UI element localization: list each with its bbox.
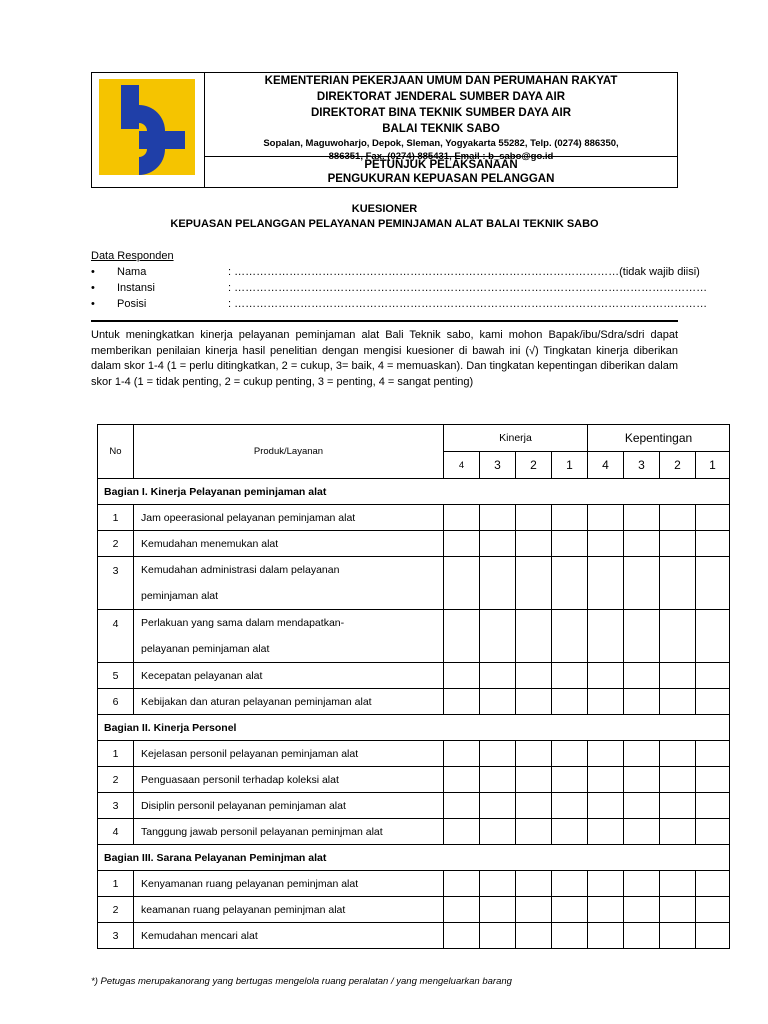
item-text-line: Disiplin personil pelayanan peminjaman alat xyxy=(141,799,346,812)
kepentingan-check-cell[interactable] xyxy=(660,897,696,923)
name-field[interactable]: : ……………………………………………………………………………………………(tidak wajib diisi) xyxy=(228,266,700,278)
item-text-line: Penguasaan personil terhadap koleksi alat xyxy=(141,773,339,786)
kepentingan-check-cell[interactable] xyxy=(588,819,624,845)
item-text-line: peminjaman alat xyxy=(141,590,219,602)
kepentingan-check-cell[interactable] xyxy=(624,923,660,949)
kepentingan-check-cell[interactable] xyxy=(696,557,730,610)
section-title: Bagian II. Kinerja Personel xyxy=(98,715,730,741)
questionnaire-subtitle: KEPUASAN PELANGGAN PELAYANAN PEMINJAMAN ALAT BALAI TEKNIK SABO xyxy=(170,218,599,230)
kinerja-check-cell[interactable] xyxy=(552,819,588,845)
kepentingan-check-cell[interactable] xyxy=(696,793,730,819)
item-number: 1 xyxy=(98,871,134,897)
kinerja-check-cell[interactable] xyxy=(480,923,516,949)
item-text-line: Perlakuan yang sama dalam mendapatkan- xyxy=(141,617,345,629)
table-row xyxy=(98,741,730,767)
position-field[interactable]: : ………………………………………………………………………………………………………………… xyxy=(228,298,708,310)
kinerja-check-cell[interactable] xyxy=(552,793,588,819)
item-number: 2 xyxy=(98,897,134,923)
kinerja-check-cell[interactable] xyxy=(552,767,588,793)
kepentingan-check-cell[interactable] xyxy=(624,767,660,793)
kinerja-check-cell[interactable] xyxy=(552,557,588,610)
item-text xyxy=(134,819,444,845)
kinerja-check-cell[interactable] xyxy=(552,741,588,767)
kinerja-check-cell[interactable] xyxy=(516,610,552,663)
kinerja-score-header: 1 xyxy=(552,452,588,479)
address-line-2: 886351, Fax. (0274) 885431, Email : b_sabo@go.id xyxy=(328,151,554,162)
kinerja-check-cell[interactable] xyxy=(552,689,588,715)
kinerja-check-cell[interactable] xyxy=(480,531,516,557)
kinerja-check-cell[interactable] xyxy=(480,689,516,715)
kinerja-check-cell[interactable] xyxy=(516,741,552,767)
kinerja-check-cell[interactable] xyxy=(552,897,588,923)
item-number: 2 xyxy=(98,531,134,557)
kepentingan-check-cell[interactable] xyxy=(660,663,696,689)
kinerja-check-cell[interactable] xyxy=(444,531,480,557)
kinerja-check-cell[interactable] xyxy=(480,767,516,793)
kepentingan-check-cell[interactable] xyxy=(588,923,624,949)
kinerja-check-cell[interactable] xyxy=(444,505,480,531)
table-row xyxy=(98,897,730,923)
item-text-line: pelayanan peminjaman alat xyxy=(141,643,270,655)
kepentingan-check-cell[interactable] xyxy=(696,689,730,715)
item-text xyxy=(134,531,444,557)
field-label: Instansi xyxy=(117,282,155,294)
kinerja-check-cell[interactable] xyxy=(516,663,552,689)
kepentingan-check-cell[interactable] xyxy=(696,871,730,897)
kepentingan-score-header: 4 xyxy=(588,452,624,479)
kepentingan-check-cell[interactable] xyxy=(624,557,660,610)
kepentingan-check-cell[interactable] xyxy=(660,741,696,767)
col-header-no: No xyxy=(98,425,134,479)
kepentingan-check-cell[interactable] xyxy=(588,793,624,819)
kepentingan-check-cell[interactable] xyxy=(624,819,660,845)
kinerja-check-cell[interactable] xyxy=(552,663,588,689)
kinerja-check-cell[interactable] xyxy=(480,897,516,923)
kinerja-check-cell[interactable] xyxy=(516,923,552,949)
kinerja-check-cell[interactable] xyxy=(552,505,588,531)
kepentingan-score-header: 2 xyxy=(660,452,696,479)
section-title: Bagian III. Sarana Pelayanan Peminjman alat xyxy=(98,845,730,871)
item-number: 2 xyxy=(98,767,134,793)
section-title: Bagian I. Kinerja Pelayanan peminjaman alat xyxy=(98,479,730,505)
kinerja-check-cell[interactable] xyxy=(516,819,552,845)
kepentingan-check-cell[interactable] xyxy=(696,663,730,689)
kinerja-score-header: 3 xyxy=(480,452,516,479)
item-number: 1 xyxy=(98,505,134,531)
kepentingan-check-cell[interactable] xyxy=(660,531,696,557)
item-text xyxy=(134,663,444,689)
kinerja-score-header: 2 xyxy=(516,452,552,479)
item-text xyxy=(134,689,444,715)
ministry-logo xyxy=(99,79,195,175)
col-header-product: Produk/Layanan xyxy=(134,425,444,479)
table-row xyxy=(98,689,730,715)
bullet-icon: • xyxy=(91,282,95,294)
item-text-line: Kecepatan pelayanan alat xyxy=(141,669,263,682)
kinerja-check-cell[interactable] xyxy=(444,557,480,610)
item-number: 4 xyxy=(98,610,134,663)
item-text-line: Kemudahan menemukan alat xyxy=(141,537,279,550)
kinerja-check-cell[interactable] xyxy=(516,531,552,557)
respondent-field xyxy=(91,296,708,312)
section-row xyxy=(98,715,730,741)
institution-field[interactable]: : ………………………………………………………………………………………………………………… xyxy=(228,282,708,294)
kinerja-check-cell[interactable] xyxy=(444,871,480,897)
kepentingan-check-cell[interactable] xyxy=(696,610,730,663)
item-number: 4 xyxy=(98,819,134,845)
organization-block xyxy=(205,73,677,162)
kinerja-check-cell[interactable] xyxy=(444,767,480,793)
kepentingan-check-cell[interactable] xyxy=(660,557,696,610)
kepentingan-check-cell[interactable] xyxy=(660,819,696,845)
item-number: 3 xyxy=(98,793,134,819)
item-number: 3 xyxy=(98,923,134,949)
kepentingan-check-cell[interactable] xyxy=(696,923,730,949)
table-row xyxy=(98,610,730,663)
kinerja-check-cell[interactable] xyxy=(516,897,552,923)
item-text xyxy=(134,871,444,897)
bullet-icon: • xyxy=(91,298,95,310)
org-line-4: BALAI TEKNIK SABO xyxy=(382,123,500,135)
section-row xyxy=(98,479,730,505)
kinerja-check-cell[interactable] xyxy=(480,741,516,767)
kepentingan-check-cell[interactable] xyxy=(696,767,730,793)
org-line-2: DIREKTORAT JENDERAL SUMBER DAYA AIR xyxy=(316,91,566,103)
item-text-line: keamanan ruang pelayanan peminjman alat xyxy=(141,903,346,916)
kepentingan-check-cell[interactable] xyxy=(660,923,696,949)
kinerja-check-cell[interactable] xyxy=(444,923,480,949)
doc-title-line-2: PENGUKURAN KEPUASAN PELANGGAN xyxy=(327,173,555,185)
kinerja-check-cell[interactable] xyxy=(516,793,552,819)
kepentingan-check-cell[interactable] xyxy=(588,741,624,767)
kepentingan-check-cell[interactable] xyxy=(696,741,730,767)
table-row xyxy=(98,819,730,845)
kepentingan-check-cell[interactable] xyxy=(624,663,660,689)
questionnaire-table xyxy=(97,424,730,949)
item-text-line: Tanggung jawab personil pelayanan peminjman alat xyxy=(141,825,383,838)
group-header-kinerja: Kinerja xyxy=(444,425,588,452)
kepentingan-check-cell[interactable] xyxy=(588,663,624,689)
bullet-icon: • xyxy=(91,266,95,278)
kinerja-check-cell[interactable] xyxy=(552,871,588,897)
table-row xyxy=(98,871,730,897)
item-number: 6 xyxy=(98,689,134,715)
item-text-line: Kemudahan mencari alat xyxy=(141,929,258,942)
kinerja-check-cell[interactable] xyxy=(480,793,516,819)
kepentingan-check-cell[interactable] xyxy=(624,505,660,531)
kinerja-check-cell[interactable] xyxy=(444,819,480,845)
item-text-line: Kejelasan personil pelayanan peminjaman alat xyxy=(141,747,359,760)
kinerja-check-cell[interactable] xyxy=(444,741,480,767)
field-label: Posisi xyxy=(117,298,147,310)
kinerja-check-cell[interactable] xyxy=(480,663,516,689)
kepentingan-check-cell[interactable] xyxy=(624,871,660,897)
kepentingan-check-cell[interactable] xyxy=(660,767,696,793)
kinerja-check-cell[interactable] xyxy=(480,871,516,897)
item-number: 5 xyxy=(98,663,134,689)
table-row xyxy=(98,793,730,819)
kepentingan-check-cell[interactable] xyxy=(660,689,696,715)
kepentingan-check-cell[interactable] xyxy=(624,793,660,819)
group-header-kepentingan: Kepentingan xyxy=(588,425,730,452)
table-row xyxy=(98,557,730,610)
table-row xyxy=(98,531,730,557)
kinerja-check-cell[interactable] xyxy=(444,897,480,923)
item-text xyxy=(134,741,444,767)
kinerja-check-cell[interactable] xyxy=(444,689,480,715)
kepentingan-check-cell[interactable] xyxy=(588,531,624,557)
org-line-1: KEMENTERIAN PEKERJAAN UMUM DAN PERUMAHAN RAKYAT xyxy=(264,75,618,87)
kinerja-check-cell[interactable] xyxy=(552,610,588,663)
respondent-title: Data Responden xyxy=(91,250,174,262)
kepentingan-check-cell[interactable] xyxy=(660,793,696,819)
item-text xyxy=(134,923,444,949)
item-text xyxy=(134,610,444,663)
respondent-field xyxy=(91,264,700,280)
logo-cell xyxy=(92,73,205,187)
kinerja-check-cell[interactable] xyxy=(516,689,552,715)
kinerja-check-cell[interactable] xyxy=(444,663,480,689)
kepentingan-check-cell[interactable] xyxy=(624,531,660,557)
item-number: 1 xyxy=(98,741,134,767)
kinerja-check-cell[interactable] xyxy=(444,793,480,819)
kepentingan-check-cell[interactable] xyxy=(588,897,624,923)
kinerja-score-header: 4 xyxy=(444,452,480,479)
kepentingan-check-cell[interactable] xyxy=(624,897,660,923)
kepentingan-score-header: 3 xyxy=(624,452,660,479)
kepentingan-check-cell[interactable] xyxy=(660,871,696,897)
kepentingan-check-cell[interactable] xyxy=(696,531,730,557)
kinerja-check-cell[interactable] xyxy=(552,923,588,949)
questionnaire-heading xyxy=(91,202,678,232)
item-text xyxy=(134,897,444,923)
kepentingan-check-cell[interactable] xyxy=(696,819,730,845)
kinerja-check-cell[interactable] xyxy=(480,819,516,845)
org-line-3: DIREKTORAT BINA TEKNIK SUMBER DAYA AIR xyxy=(310,107,572,119)
item-text xyxy=(134,557,444,610)
kinerja-check-cell[interactable] xyxy=(516,557,552,610)
kepentingan-check-cell[interactable] xyxy=(624,610,660,663)
kepentingan-check-cell[interactable] xyxy=(660,505,696,531)
item-text xyxy=(134,767,444,793)
kinerja-check-cell[interactable] xyxy=(516,871,552,897)
item-text-line: Jam opeerasional pelayanan peminjaman alat xyxy=(141,511,356,524)
kinerja-check-cell[interactable] xyxy=(480,505,516,531)
kepentingan-check-cell[interactable] xyxy=(588,610,624,663)
kepentingan-check-cell[interactable] xyxy=(696,897,730,923)
kepentingan-score-header: 1 xyxy=(696,452,730,479)
table-row xyxy=(98,923,730,949)
kinerja-check-cell[interactable] xyxy=(516,505,552,531)
item-text xyxy=(134,505,444,531)
table-row xyxy=(98,663,730,689)
respondent-data xyxy=(91,249,708,312)
table-row xyxy=(98,505,730,531)
kepentingan-check-cell[interactable] xyxy=(660,610,696,663)
section-row xyxy=(98,845,730,871)
kinerja-check-cell[interactable] xyxy=(516,767,552,793)
doc-title-line-1: PETUNJUK PELAKSANAAN xyxy=(364,159,518,171)
instructions-paragraph: Untuk meningkatkan kinerja pelayanan peminjaman alat Bali Teknik sabo, kami mohon Bapak/ibu/Sdra/sdri dapat memberikan penilaian kinerja hasil penelitian dengan mengisi kuesioner di bawah ini (√) Tingkatan kinerja diberikan dalam skor 1-4 (1 = perlu ditingkatkan, 2 = cukup, 3= baik, 4 = memuaskan). Dan tingkatan kepentingan diberikan dalam skor 1-4 (1 = tidak penting, 2 = cukup penting, 3 = penting, 4 = sangat penting) xyxy=(91,329,678,388)
item-text-line: Kemudahan administrasi dalam pelayanan xyxy=(141,564,340,576)
kepentingan-check-cell[interactable] xyxy=(588,505,624,531)
kepentingan-check-cell[interactable] xyxy=(624,741,660,767)
table-row xyxy=(98,767,730,793)
document-title xyxy=(205,157,677,188)
kinerja-check-cell[interactable] xyxy=(552,531,588,557)
item-text-line: Kebijakan dan aturan pelayanan peminjaman alat xyxy=(141,695,372,708)
kinerja-check-cell[interactable] xyxy=(480,557,516,610)
kinerja-check-cell[interactable] xyxy=(480,610,516,663)
divider xyxy=(91,320,678,322)
kepentingan-check-cell[interactable] xyxy=(588,557,624,610)
address-line-1: Sopalan, Maguwoharjo, Depok, Sleman, Yogyakarta 55282, Telp. (0274) 886350, xyxy=(263,138,619,149)
kepentingan-check-cell[interactable] xyxy=(696,505,730,531)
kepentingan-check-cell[interactable] xyxy=(588,871,624,897)
kepentingan-check-cell[interactable] xyxy=(588,689,624,715)
letterhead xyxy=(91,72,678,188)
kinerja-check-cell[interactable] xyxy=(444,610,480,663)
questionnaire-title: KUESIONER xyxy=(351,203,418,215)
kepentingan-check-cell[interactable] xyxy=(624,689,660,715)
respondent-field xyxy=(91,280,708,296)
item-number: 3 xyxy=(98,557,134,610)
field-label: Nama xyxy=(117,266,147,278)
kepentingan-check-cell[interactable] xyxy=(588,767,624,793)
footnote: *) Petugas merupakanorang yang bertugas mengelola ruang peralatan / yang mengeluarkan barang xyxy=(91,976,512,987)
item-text xyxy=(134,793,444,819)
item-text-line: Kenyamanan ruang pelayanan peminjman alat xyxy=(141,877,359,890)
